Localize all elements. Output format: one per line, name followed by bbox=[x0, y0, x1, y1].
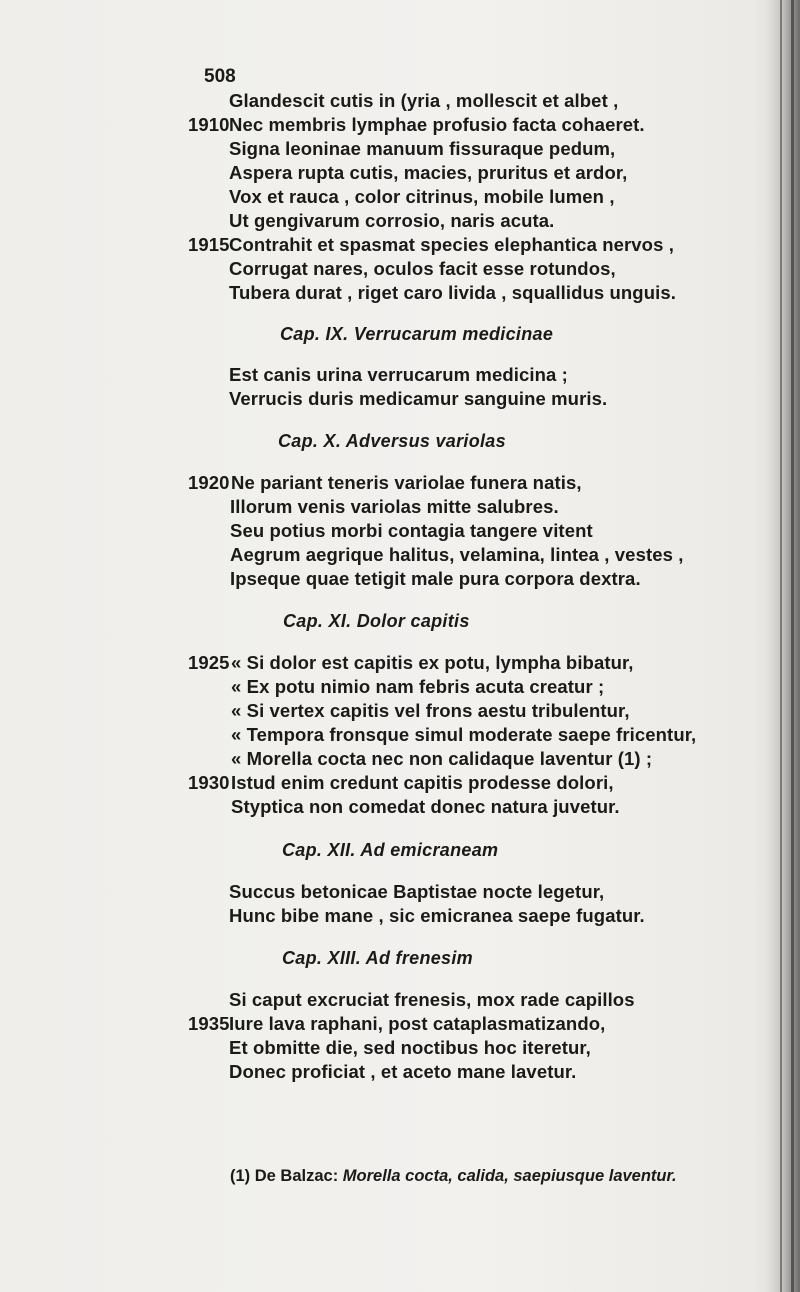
verse-line: Si caput excruciat frenesis, mox rade capillos bbox=[229, 989, 635, 1010]
verse-line: Signa leoninae manuum fissuraque pedum, bbox=[229, 138, 616, 159]
book-spine-edge bbox=[766, 0, 800, 1292]
verse-line: Tubera durat , riget caro livida , squallidus unguis. bbox=[229, 282, 676, 303]
verse-line: Est canis urina verrucarum medicina ; bbox=[229, 364, 568, 385]
line-number: 1930 bbox=[188, 772, 230, 793]
verse-line: 1910Nec membris lymphae profusio facta cohaeret. bbox=[188, 114, 645, 135]
verse-line: Styptica non comedat donec natura juvetur. bbox=[231, 796, 620, 817]
verse-line: Ut gengivarum corrosio, naris acuta. bbox=[229, 210, 555, 231]
verse-line: « Si vertex capitis vel frons aestu tribulentur, bbox=[231, 700, 630, 721]
verse-line: Verrucis duris medicamur sanguine muris. bbox=[229, 388, 608, 409]
chapter-heading: Cap. XI. Dolor capitis bbox=[283, 611, 470, 631]
chapter-heading: Cap. XIII. Ad frenesim bbox=[282, 948, 473, 968]
verse-line: Seu potius morbi contagia tangere vitent bbox=[230, 520, 593, 541]
verse-line: « Ex potu nimio nam febris acuta creatur ; bbox=[231, 676, 605, 697]
footnote-marker: (1) De Balzac: bbox=[230, 1167, 339, 1185]
verse-line: 1915Contrahit et spasmat species elephantica nervos , bbox=[188, 234, 674, 255]
chapter-heading: Cap. IX. Verrucarum medicinae bbox=[280, 324, 554, 344]
verse-line: 1930Istud enim credunt capitis prodesse dolori, bbox=[188, 772, 614, 793]
verse-line: Aegrum aegrique halitus, velamina, lintea , vestes , bbox=[230, 544, 684, 565]
verse-line: 1935Iure lava raphani, post cataplasmatizando, bbox=[188, 1013, 606, 1034]
line-number: 1925 bbox=[188, 652, 230, 673]
line-number: 1915 bbox=[188, 234, 230, 255]
verse-line: Glandescit cutis in (yria , mollescit et albet , bbox=[229, 90, 619, 111]
verse-line: Corrugat nares, oculos facit esse rotundos, bbox=[229, 258, 616, 279]
verse-line: Hunc bibe mane , sic emicranea saepe fugatur. bbox=[229, 905, 645, 926]
verse-line: « Morella cocta nec non calidaque laventur (1) ; bbox=[231, 748, 653, 769]
verse-line: « Tempora fronsque simul moderate saepe fricentur, bbox=[231, 724, 697, 745]
chapter-heading: Cap. X. Adversus variolas bbox=[278, 431, 506, 451]
verse-line: Et obmitte die, sed noctibus hoc iteretur, bbox=[229, 1037, 591, 1058]
line-number: 1910 bbox=[188, 114, 230, 135]
footnote bbox=[230, 1167, 677, 1186]
spine-edge-line bbox=[791, 0, 794, 1292]
verse-line: Illorum venis variolas mitte salubres. bbox=[230, 496, 559, 517]
page-number: 508 bbox=[204, 66, 236, 87]
verse-line: Ipseque quae tetigit male pura corpora dextra. bbox=[230, 568, 641, 589]
verse-line: Vox et rauca , color citrinus, mobile lumen , bbox=[229, 186, 615, 207]
spine-shadow-line bbox=[780, 0, 782, 1292]
verse-line: Donec proficiat , et aceto mane lavetur. bbox=[229, 1061, 577, 1082]
footnote-text: Morella cocta, calida, saepiusque laventur. bbox=[342, 1167, 677, 1185]
chapter-heading: Cap. XII. Ad emicraneam bbox=[282, 840, 499, 860]
verse-line: Aspera rupta cutis, macies, pruritus et ardor, bbox=[229, 162, 628, 183]
line-number: 1920 bbox=[188, 472, 230, 493]
verse-line: 1925« Si dolor est capitis ex potu, lympha bibatur, bbox=[188, 652, 634, 673]
line-number: 1935 bbox=[188, 1013, 230, 1034]
verse-line: Succus betonicae Baptistae nocte legetur, bbox=[229, 881, 605, 902]
verse-line: 1920Ne pariant teneris variolae funera natis, bbox=[188, 472, 582, 493]
